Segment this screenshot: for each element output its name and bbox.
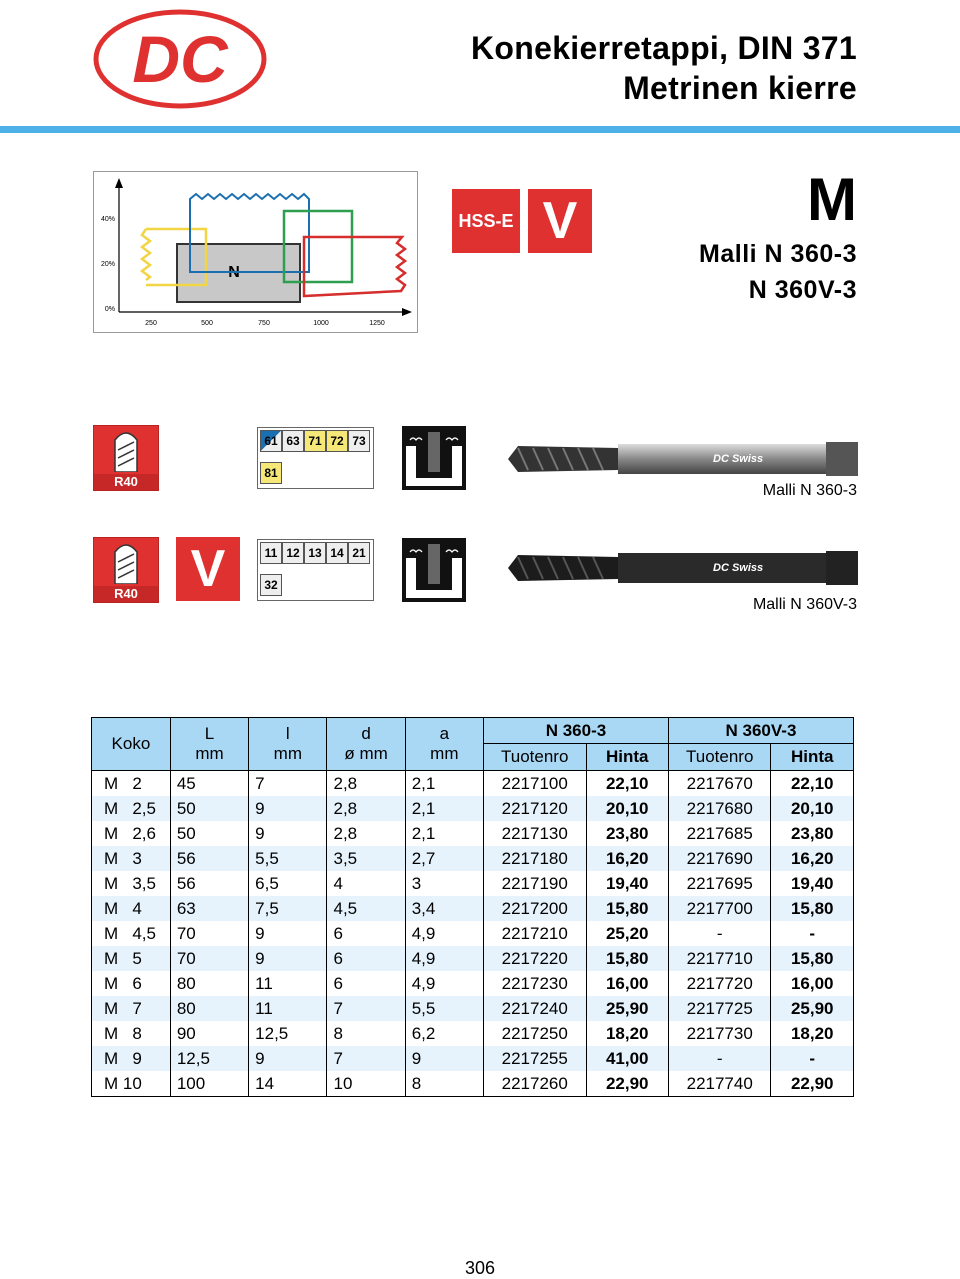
model-name-1: Malli N 360-3 bbox=[699, 240, 857, 268]
table-cell-d: 7 bbox=[327, 1046, 405, 1071]
table-row bbox=[92, 821, 854, 846]
col-a bbox=[405, 718, 483, 771]
material-codes-2 bbox=[257, 539, 374, 601]
material-codes-1 bbox=[257, 427, 374, 489]
col-d-label: d bbox=[361, 724, 371, 743]
table-cell-l: 11 bbox=[249, 996, 327, 1021]
x-tick-1000: 1000 bbox=[313, 320, 329, 327]
r40-icon bbox=[93, 425, 159, 491]
table-cell-h1: 18,20 bbox=[586, 1021, 668, 1046]
col-d bbox=[327, 718, 405, 771]
table-cell-h1: 23,80 bbox=[586, 821, 668, 846]
tap-caption-1: Malli N 360-3 bbox=[762, 482, 857, 499]
col-l-label: l bbox=[285, 724, 290, 743]
x-tick-750: 750 bbox=[258, 320, 270, 327]
table-row bbox=[92, 946, 854, 971]
code-box: 21 bbox=[348, 542, 370, 564]
table-cell-l: 9 bbox=[249, 821, 327, 846]
drill-tip-icon bbox=[112, 430, 140, 472]
table-cell-a: 4,9 bbox=[405, 921, 483, 946]
table-cell-L: 80 bbox=[170, 996, 248, 1021]
table-cell-size: M 2,6 bbox=[92, 821, 171, 846]
table-cell-h2: - bbox=[771, 1046, 854, 1071]
y-tick-0: 0% bbox=[104, 306, 115, 313]
tap-caption-2: Malli N 360V-3 bbox=[752, 596, 857, 613]
table-cell-size: M 10 bbox=[92, 1071, 171, 1097]
table-cell-t1: 2217190 bbox=[483, 871, 586, 896]
code-box: 32 bbox=[260, 574, 282, 596]
table-cell-t2: 2217710 bbox=[668, 946, 771, 971]
table-cell-a: 4,9 bbox=[405, 971, 483, 996]
table-cell-l: 7,5 bbox=[249, 896, 327, 921]
table-row bbox=[92, 771, 854, 797]
table-row bbox=[92, 896, 854, 921]
blind-hole-icon bbox=[402, 426, 466, 490]
table-cell-h2: 22,10 bbox=[771, 771, 854, 797]
table-cell-h1: 22,10 bbox=[586, 771, 668, 797]
table-cell-d: 6 bbox=[327, 921, 405, 946]
table-cell-size: M 4,5 bbox=[92, 921, 171, 946]
table-cell-h2: 16,00 bbox=[771, 971, 854, 996]
col-d-unit: ø mm bbox=[344, 744, 388, 763]
table-cell-d: 4,5 bbox=[327, 896, 405, 921]
table-cell-t1: 2217120 bbox=[483, 796, 586, 821]
col-a-unit: mm bbox=[430, 744, 459, 763]
table-cell-t2: 2217695 bbox=[668, 871, 771, 896]
table-cell-size: M 4 bbox=[92, 896, 171, 921]
table-cell-h1: 15,80 bbox=[586, 946, 668, 971]
x-tick-1250: 1250 bbox=[369, 320, 385, 327]
table-row bbox=[92, 1071, 854, 1097]
page-title-line2: Metrinen kierre bbox=[623, 70, 857, 106]
table-cell-L: 12,5 bbox=[170, 1046, 248, 1071]
code-box: 71 bbox=[304, 430, 326, 452]
table-cell-t2: 2217720 bbox=[668, 971, 771, 996]
x-tick-500: 500 bbox=[201, 320, 213, 327]
table-cell-l: 9 bbox=[249, 1046, 327, 1071]
table-cell-a: 8 bbox=[405, 1071, 483, 1097]
col-tuotenro-1: Tuotenro bbox=[483, 744, 586, 771]
table-row bbox=[92, 971, 854, 996]
table-cell-t2: 2217740 bbox=[668, 1071, 771, 1097]
table-cell-t2: 2217670 bbox=[668, 771, 771, 797]
table-cell-a: 2,1 bbox=[405, 821, 483, 846]
table-cell-a: 3 bbox=[405, 871, 483, 896]
table-cell-d: 4 bbox=[327, 871, 405, 896]
table-cell-L: 100 bbox=[170, 1071, 248, 1097]
table-cell-L: 70 bbox=[170, 921, 248, 946]
col-koko: Koko bbox=[92, 718, 171, 771]
table-cell-a: 3,4 bbox=[405, 896, 483, 921]
table-row bbox=[92, 871, 854, 896]
code-box: 14 bbox=[326, 542, 348, 564]
shank-brand: DC Swiss bbox=[713, 453, 764, 465]
table-cell-t2: - bbox=[668, 1046, 771, 1071]
group-n360-3: N 360-3 bbox=[483, 718, 668, 744]
table-cell-size: M 2 bbox=[92, 771, 171, 797]
table-cell-h1: 15,80 bbox=[586, 896, 668, 921]
header-rule bbox=[0, 126, 960, 133]
table-cell-t2: 2217690 bbox=[668, 846, 771, 871]
table-cell-h1: 25,90 bbox=[586, 996, 668, 1021]
y-tick-40: 40% bbox=[100, 216, 115, 223]
table-cell-t1: 2217250 bbox=[483, 1021, 586, 1046]
code-box: 12 bbox=[282, 542, 304, 564]
table-cell-d: 6 bbox=[327, 946, 405, 971]
r40-label: R40 bbox=[94, 586, 158, 602]
table-cell-d: 3,5 bbox=[327, 846, 405, 871]
r40-icon bbox=[93, 537, 159, 603]
table-cell-h2: 18,20 bbox=[771, 1021, 854, 1046]
table-cell-l: 9 bbox=[249, 946, 327, 971]
table-cell-L: 63 bbox=[170, 896, 248, 921]
table-cell-t1: 2217130 bbox=[483, 821, 586, 846]
table-cell-h1: 22,90 bbox=[586, 1071, 668, 1097]
table-cell-L: 90 bbox=[170, 1021, 248, 1046]
chart-box-label: N bbox=[228, 264, 240, 281]
speed-chart bbox=[93, 171, 418, 333]
table-cell-L: 70 bbox=[170, 946, 248, 971]
table-cell-size: M 3,5 bbox=[92, 871, 171, 896]
code-box: 63 bbox=[282, 430, 304, 452]
table-cell-t1: 2217100 bbox=[483, 771, 586, 797]
col-hinta-2: Hinta bbox=[771, 744, 854, 771]
x-tick-250: 250 bbox=[145, 320, 157, 327]
col-l bbox=[249, 718, 327, 771]
page-number: 306 bbox=[464, 1258, 496, 1278]
table-cell-l: 9 bbox=[249, 921, 327, 946]
dc-logo bbox=[92, 8, 268, 110]
table-row bbox=[92, 796, 854, 821]
table-cell-d: 2,8 bbox=[327, 821, 405, 846]
table-cell-L: 56 bbox=[170, 846, 248, 871]
table-cell-d: 6 bbox=[327, 971, 405, 996]
table-cell-t2: 2217725 bbox=[668, 996, 771, 1021]
group-n360v-3: N 360V-3 bbox=[668, 718, 853, 744]
model-name-2: N 360V-3 bbox=[748, 276, 857, 304]
table-cell-size: M 2,5 bbox=[92, 796, 171, 821]
code-box: 13 bbox=[304, 542, 326, 564]
table-cell-h2: 22,90 bbox=[771, 1071, 854, 1097]
table-cell-d: 2,8 bbox=[327, 771, 405, 797]
table-cell-d: 10 bbox=[327, 1071, 405, 1097]
table-cell-l: 6,5 bbox=[249, 871, 327, 896]
code-box: 73 bbox=[348, 430, 370, 452]
table-cell-a: 2,7 bbox=[405, 846, 483, 871]
table-cell-t2: 2217680 bbox=[668, 796, 771, 821]
table-cell-L: 45 bbox=[170, 771, 248, 797]
hss-e-badge: HSS-E bbox=[452, 189, 520, 253]
page-title-line1: Konekierretappi, DIN 371 bbox=[471, 30, 857, 66]
col-L-label: L bbox=[204, 724, 215, 743]
table-cell-h1: 16,20 bbox=[586, 846, 668, 871]
table-cell-l: 9 bbox=[249, 796, 327, 821]
v-coating-badge: V bbox=[528, 189, 592, 253]
table-cell-h1: 19,40 bbox=[586, 871, 668, 896]
y-tick-20: 20% bbox=[100, 261, 115, 268]
table-cell-h2: - bbox=[771, 921, 854, 946]
table-cell-a: 2,1 bbox=[405, 771, 483, 797]
table-cell-h2: 15,80 bbox=[771, 946, 854, 971]
table-cell-a: 6,2 bbox=[405, 1021, 483, 1046]
table-cell-h1: 16,00 bbox=[586, 971, 668, 996]
code-box: 72 bbox=[326, 430, 348, 452]
table-cell-L: 56 bbox=[170, 871, 248, 896]
table-cell-d: 8 bbox=[327, 1021, 405, 1046]
code-box: 81 bbox=[260, 462, 282, 484]
table-cell-t2: 2217700 bbox=[668, 896, 771, 921]
table-cell-h2: 15,80 bbox=[771, 896, 854, 921]
code-box: 11 bbox=[260, 542, 282, 564]
table-cell-h2: 19,40 bbox=[771, 871, 854, 896]
table-cell-L: 50 bbox=[170, 821, 248, 846]
table-cell-size: M 8 bbox=[92, 1021, 171, 1046]
table-cell-l: 11 bbox=[249, 971, 327, 996]
table-row bbox=[92, 1046, 854, 1071]
v-coating-icon: V bbox=[176, 537, 240, 601]
table-cell-a: 5,5 bbox=[405, 996, 483, 1021]
table-cell-t2: - bbox=[668, 921, 771, 946]
table-cell-a: 2,1 bbox=[405, 796, 483, 821]
table-cell-t1: 2217240 bbox=[483, 996, 586, 1021]
table-cell-L: 80 bbox=[170, 971, 248, 996]
blind-hole-icon bbox=[402, 538, 466, 602]
shank-brand: DC Swiss bbox=[713, 562, 764, 574]
table-cell-t1: 2217210 bbox=[483, 921, 586, 946]
col-a-label: a bbox=[439, 724, 450, 743]
table-cell-h2: 20,10 bbox=[771, 796, 854, 821]
table-cell-l: 7 bbox=[249, 771, 327, 797]
table-cell-h2: 25,90 bbox=[771, 996, 854, 1021]
table-cell-h1: 25,20 bbox=[586, 921, 668, 946]
table-cell-size: M 9 bbox=[92, 1046, 171, 1071]
product-table bbox=[91, 717, 854, 1097]
table-row bbox=[92, 996, 854, 1021]
table-row bbox=[92, 921, 854, 946]
table-cell-size: M 3 bbox=[92, 846, 171, 871]
table-cell-h1: 41,00 bbox=[586, 1046, 668, 1071]
table-cell-h2: 23,80 bbox=[771, 821, 854, 846]
table-cell-size: M 6 bbox=[92, 971, 171, 996]
code-box: 61 bbox=[260, 430, 282, 452]
logo-text: DC bbox=[132, 22, 228, 96]
col-tuotenro-2: Tuotenro bbox=[668, 744, 771, 771]
thread-type-letter: M bbox=[807, 166, 857, 233]
col-hinta-1: Hinta bbox=[586, 744, 668, 771]
table-cell-t1: 2217260 bbox=[483, 1071, 586, 1097]
table-row bbox=[92, 1021, 854, 1046]
table-cell-t2: 2217730 bbox=[668, 1021, 771, 1046]
table-cell-d: 7 bbox=[327, 996, 405, 1021]
table-cell-size: M 7 bbox=[92, 996, 171, 1021]
table-cell-t1: 2217220 bbox=[483, 946, 586, 971]
table-cell-l: 12,5 bbox=[249, 1021, 327, 1046]
table-cell-h2: 16,20 bbox=[771, 846, 854, 871]
table-cell-a: 9 bbox=[405, 1046, 483, 1071]
col-l-unit: mm bbox=[273, 744, 302, 763]
table-cell-size: M 5 bbox=[92, 946, 171, 971]
tap-image-2 bbox=[508, 547, 858, 589]
table-cell-a: 4,9 bbox=[405, 946, 483, 971]
tap-image-1 bbox=[508, 438, 858, 480]
table-cell-t1: 2217230 bbox=[483, 971, 586, 996]
col-L-unit: mm bbox=[195, 744, 224, 763]
col-L bbox=[170, 718, 248, 771]
table-cell-t1: 2217255 bbox=[483, 1046, 586, 1071]
table-cell-t1: 2217180 bbox=[483, 846, 586, 871]
table-cell-l: 14 bbox=[249, 1071, 327, 1097]
table-cell-L: 50 bbox=[170, 796, 248, 821]
table-cell-d: 2,8 bbox=[327, 796, 405, 821]
table-cell-h1: 20,10 bbox=[586, 796, 668, 821]
r40-label: R40 bbox=[94, 474, 158, 490]
drill-tip-icon bbox=[112, 542, 140, 584]
table-cell-l: 5,5 bbox=[249, 846, 327, 871]
table-row bbox=[92, 846, 854, 871]
table-cell-t1: 2217200 bbox=[483, 896, 586, 921]
table-cell-t2: 2217685 bbox=[668, 821, 771, 846]
